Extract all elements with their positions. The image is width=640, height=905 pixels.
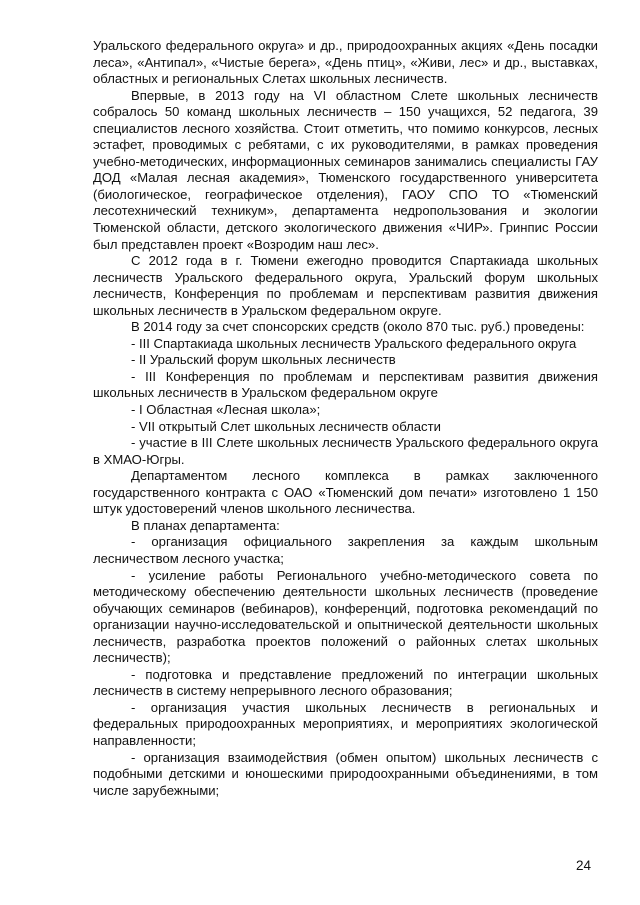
list-item: - участие в III Слете школьных лесничеств Уральского федерального округа в ХМАО-Югры.	[93, 435, 598, 467]
list-item: - III Спартакиада школьных лесничеств Уральского федерального округа	[131, 335, 577, 351]
list-item: - II Уральский форум школьных лесничеств	[131, 352, 396, 368]
document-body	[93, 38, 598, 799]
list-item: - подготовка и представление предложений по интеграции школьных лесничеств в систему непрерывного лесного образования;	[93, 666, 598, 699]
list-item: - усиление работы Регионального учебно-методического совета по методическому обеспечению деятельности школьных лесничеств (проведение обучающих семинаров (вебинаров), конференций, подготовка рекомендаций по организации научно-исследовательской и опытнической деятельности школьных лесничеств, разработка проектов положений о районных слетах школьных лесничеств);	[93, 567, 598, 666]
list-item: - организация участия школьных лесничеств в региональных и федеральных природоохранных мероприятиях, и мероприятиях экологической направленности;	[93, 699, 598, 748]
paragraph-intro-continuation: Уральского федерального округа» и др., природоохранных акциях «День посадки леса», «Антипал», «Чистые берега», «День птиц», «Живи, лес» и др., выставках, областных и региональных Слетах школьных лесничеств.	[93, 38, 598, 87]
list-item: - I Областная «Лесная школа»;	[131, 402, 321, 418]
paragraph-2012-spartakiad: С 2012 года в г. Тюмени ежегодно проводится Спартакиада школьных лесничеств Уральского федерального округа, Уральский форум школьных лесничеств, Конференция по проблемам и перспективам развития движения школьных лесничеств в Уральском федеральном округе.	[93, 253, 598, 318]
page-number: 24	[576, 858, 592, 873]
list-item: - организация официального закрепления за каждым школьным лесничеством лесного участка;	[93, 534, 598, 566]
list-item: - VII открытый Слет школьных лесничеств области	[131, 418, 441, 434]
paragraph-plans-heading: В планах департамента:	[131, 517, 280, 533]
paragraph-2013-rally: Впервые, в 2013 году на VI областном Слете школьных лесничеств собралось 50 команд школьных лесничеств – 150 учащихся, 52 педагога, 39 специалистов лесного хозяйства. Стоит отметить, что помимо конкурсов, лесных эстафет, проводимых с ребятами, с их руководителями, в рамках проведения учебно-методических, информационных семинаров занимались специалисты ГАУ ДОД «Малая лесная академия», Тюменского государственного университета (биологическое, географическое отделения), ГАОУ СПО ТО «Тюменский лесотехнический техникум», департамента недропользования и экологии Тюменской области, детского экологического движения «ЧИР». Гринпис России был представлен проект «Возродим наш лес».	[93, 87, 598, 252]
paragraph-certificates: Департаментом лесного комплекса в рамках заключенного государственного контракта с ОАО «Тюменский дом печати» изготовлено 1 150 штук удостоверений членов школьного лесничества.	[93, 468, 598, 517]
list-item: - организация взаимодействия (обмен опытом) школьных лесничеств с подобными детскими и юношескими природоохранными объединениями, в том числе зарубежными;	[93, 749, 598, 798]
paragraph-2014-sponsors: В 2014 году за счет спонсорских средств (около 870 тыс. руб.) проведены:	[131, 319, 585, 335]
list-item: - III Конференция по проблемам и перспективам развития движения школьных лесничеств в Уральском федеральном округе	[93, 368, 598, 401]
